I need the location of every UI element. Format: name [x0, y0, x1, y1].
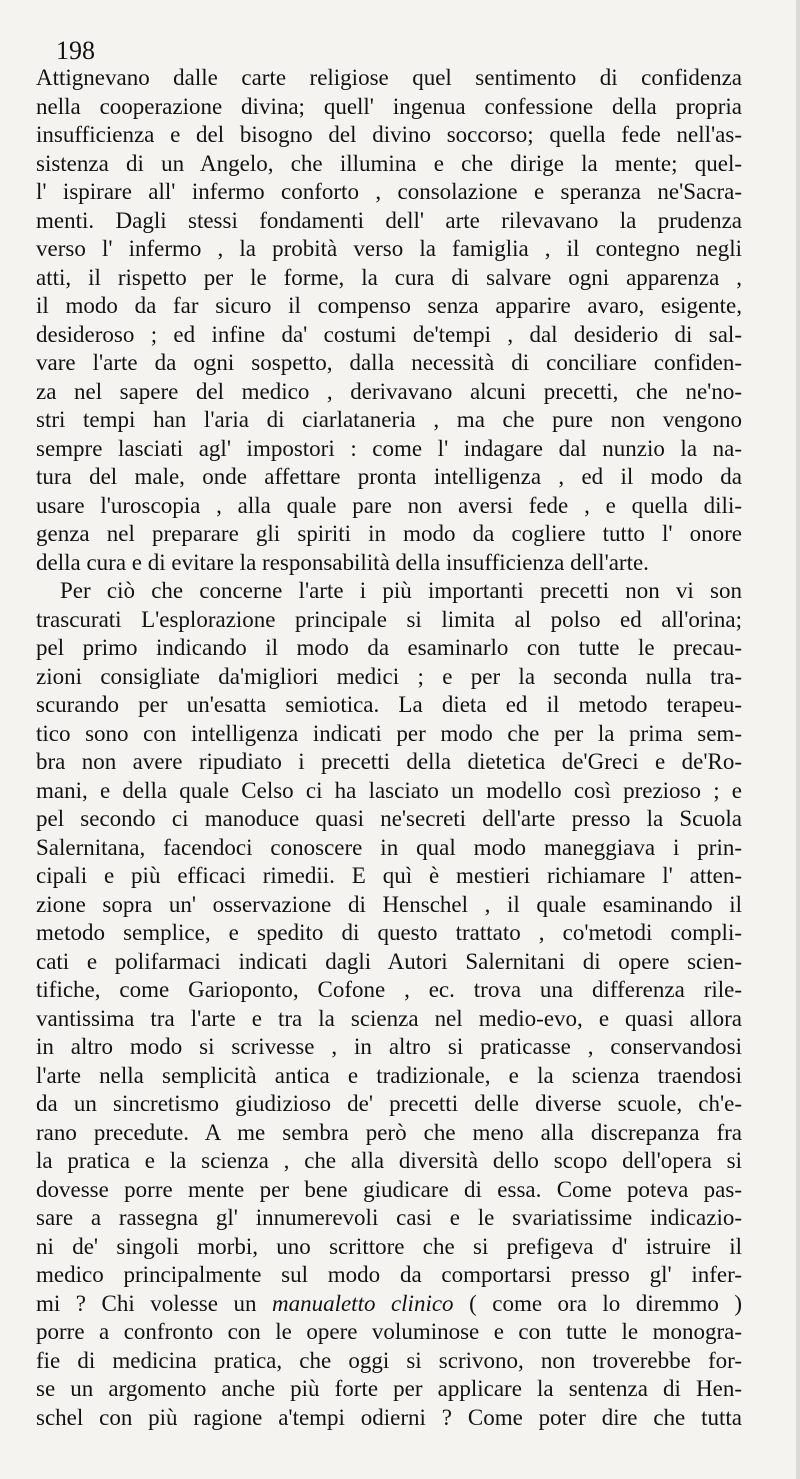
text-line: fie di medicina pratica, che oggi si scrivono, non troverebbe for- [36, 1347, 742, 1373]
text-line: pel primo indicando il modo da esaminarlo con tutte le precau- [36, 635, 742, 660]
page-edge [796, 0, 800, 1479]
text-line: nella cooperazione divina; quell' ingenua confessione della propria [36, 93, 742, 119]
body-text [36, 64, 742, 1432]
text-line: schel con più ragione a'tempi odierni ? Come poter dire che tutta [36, 1404, 742, 1430]
text-line: l' ispirare all' infermo conforto , consolazione e speranza ne'Sacra- [36, 179, 742, 204]
text-line: trascurati L'esplorazione principale si limita al polso ed all'orina; [36, 606, 742, 632]
text-line: menti. Dagli stessi fondamenti dell' arte rilevavano la prudenza [36, 207, 742, 233]
paragraph-start-line: Per ciò che concerne l'arte i più importanti precetti non vi son [60, 578, 742, 603]
text-line: tura del male, onde affettare pronta intelligenza , ed il modo da [36, 464, 742, 489]
text-line: dovesse porre mente per bene giudicare di essa. Come poteva pas- [36, 1176, 742, 1202]
text-line: sare a rassegna gl' innumerevoli casi e le svariatissime indicazio- [36, 1205, 742, 1230]
text-segment: ( come ora lo diremmo ) [453, 1290, 742, 1316]
text-line: rano precedute. A me sembra però che meno alla discrepanza fra [36, 1119, 742, 1145]
text-line: vantissima tra l'arte e tra la scienza nel medio-evo, e quasi allora [36, 1005, 742, 1031]
page-number: 198 [56, 36, 95, 65]
text-line: medico principalmente sul modo da comportarsi presso gl' infer- [36, 1262, 742, 1287]
text-line: vare l'arte da ogni sospetto, dalla necessità di conciliare confiden- [36, 350, 742, 375]
text-line: ni de' singoli morbi, uno scrittore che si prefigeva d' istruire il [36, 1233, 742, 1259]
text-line-with-italic [36, 1290, 742, 1319]
text-line: za nel sapere del medico , derivavano alcuni precetti, che ne'no- [36, 378, 742, 404]
text-line: usare l'uroscopia , alla quale pare non aversi fede , e quella dili- [36, 492, 742, 518]
text-line: sistenza di un Angelo, che illumina e che dirige la mente; quel- [36, 150, 742, 176]
text-line: sempre lasciati agl' impostori : come l' indagare dal nunzio la na- [36, 435, 742, 461]
text-segment: mi ? Chi volesse un [36, 1290, 272, 1316]
text-line: in altro modo si scrivesse , in altro si praticasse , conservandosi [36, 1034, 742, 1059]
text-line: bra non avere ripudiato i precetti della dietetica de'Greci e de'Ro- [36, 749, 742, 774]
text-line: il modo da far sicuro il compenso senza apparire avaro, esigente, [36, 293, 742, 318]
text-line: l'arte nella semplicità antica e tradizionale, e la scienza traendosi [36, 1062, 742, 1088]
paragraph-end-line: della cura e di evitare la responsabilità della insufficienza dell'arte. [36, 549, 649, 575]
text-line: porre a confronto con le opere voluminose e con tutte le monogra- [36, 1319, 742, 1344]
text-line: tico sono con intelligenza indicati per modo che per la prima sem- [36, 720, 742, 746]
italic-term: manualetto clinico [271, 1290, 454, 1316]
text-line: pel secondo ci manoduce quasi ne'secreti dell'arte presso la Scuola [36, 806, 742, 831]
text-line: verso l' infermo , la probità verso la famiglia , il contegno negli [36, 236, 742, 261]
text-line: la pratica e la scienza , che alla diversità dello scopo dell'opera si [36, 1148, 742, 1173]
text-line: tifiche, come Garioponto, Cofone , ec. trova una differenza rile- [36, 977, 742, 1002]
text-line: genza nel preparare gli spiriti in modo da cogliere tutto l' onore [36, 521, 742, 546]
text-line: scurando per un'esatta semiotica. La dieta ed il metodo terapeu- [36, 692, 742, 717]
text-line: stri tempi han l'aria di ciarlataneria , ma che pure non vengono [36, 407, 742, 432]
text-line: atti, il rispetto per le forme, la cura di salvare ogni apparenza , [36, 264, 742, 290]
text-line: da un sincretismo giudizioso de' precetti delle diverse scuole, ch'e- [36, 1091, 742, 1116]
text-line: metodo semplice, e spedito di questo trattato , co'metodi compli- [36, 920, 742, 945]
text-line: Attignevano dalle carte religiose quel sentimento di confidenza [36, 65, 742, 90]
text-line: zione sopra un' osservazione di Henschel , il quale esaminando il [36, 891, 742, 917]
text-line: mani, e della quale Celso ci ha lasciato un modello così prezioso ; e [36, 777, 742, 803]
text-line: desideroso ; ed infine da' costumi de'tempi , dal desiderio di sal- [36, 321, 742, 347]
text-line: insufficienza e del bisogno del divino soccorso; quella fede nell'as- [36, 122, 742, 147]
text-line: Salernitana, facendoci conoscere in qual modo maneggiava i prin- [36, 834, 742, 860]
text-line: cati e polifarmaci indicati dagli Autori Salernitani di opere scien- [36, 948, 742, 974]
text-line: zioni consigliate da'migliori medici ; e per la seconda nulla tra- [36, 663, 742, 689]
text-line: se un argomento anche più forte per applicare la sentenza di Hen- [36, 1376, 742, 1401]
text-line: cipali e più efficaci rimedii. E quì è mestieri richiamare l' atten- [36, 863, 742, 888]
